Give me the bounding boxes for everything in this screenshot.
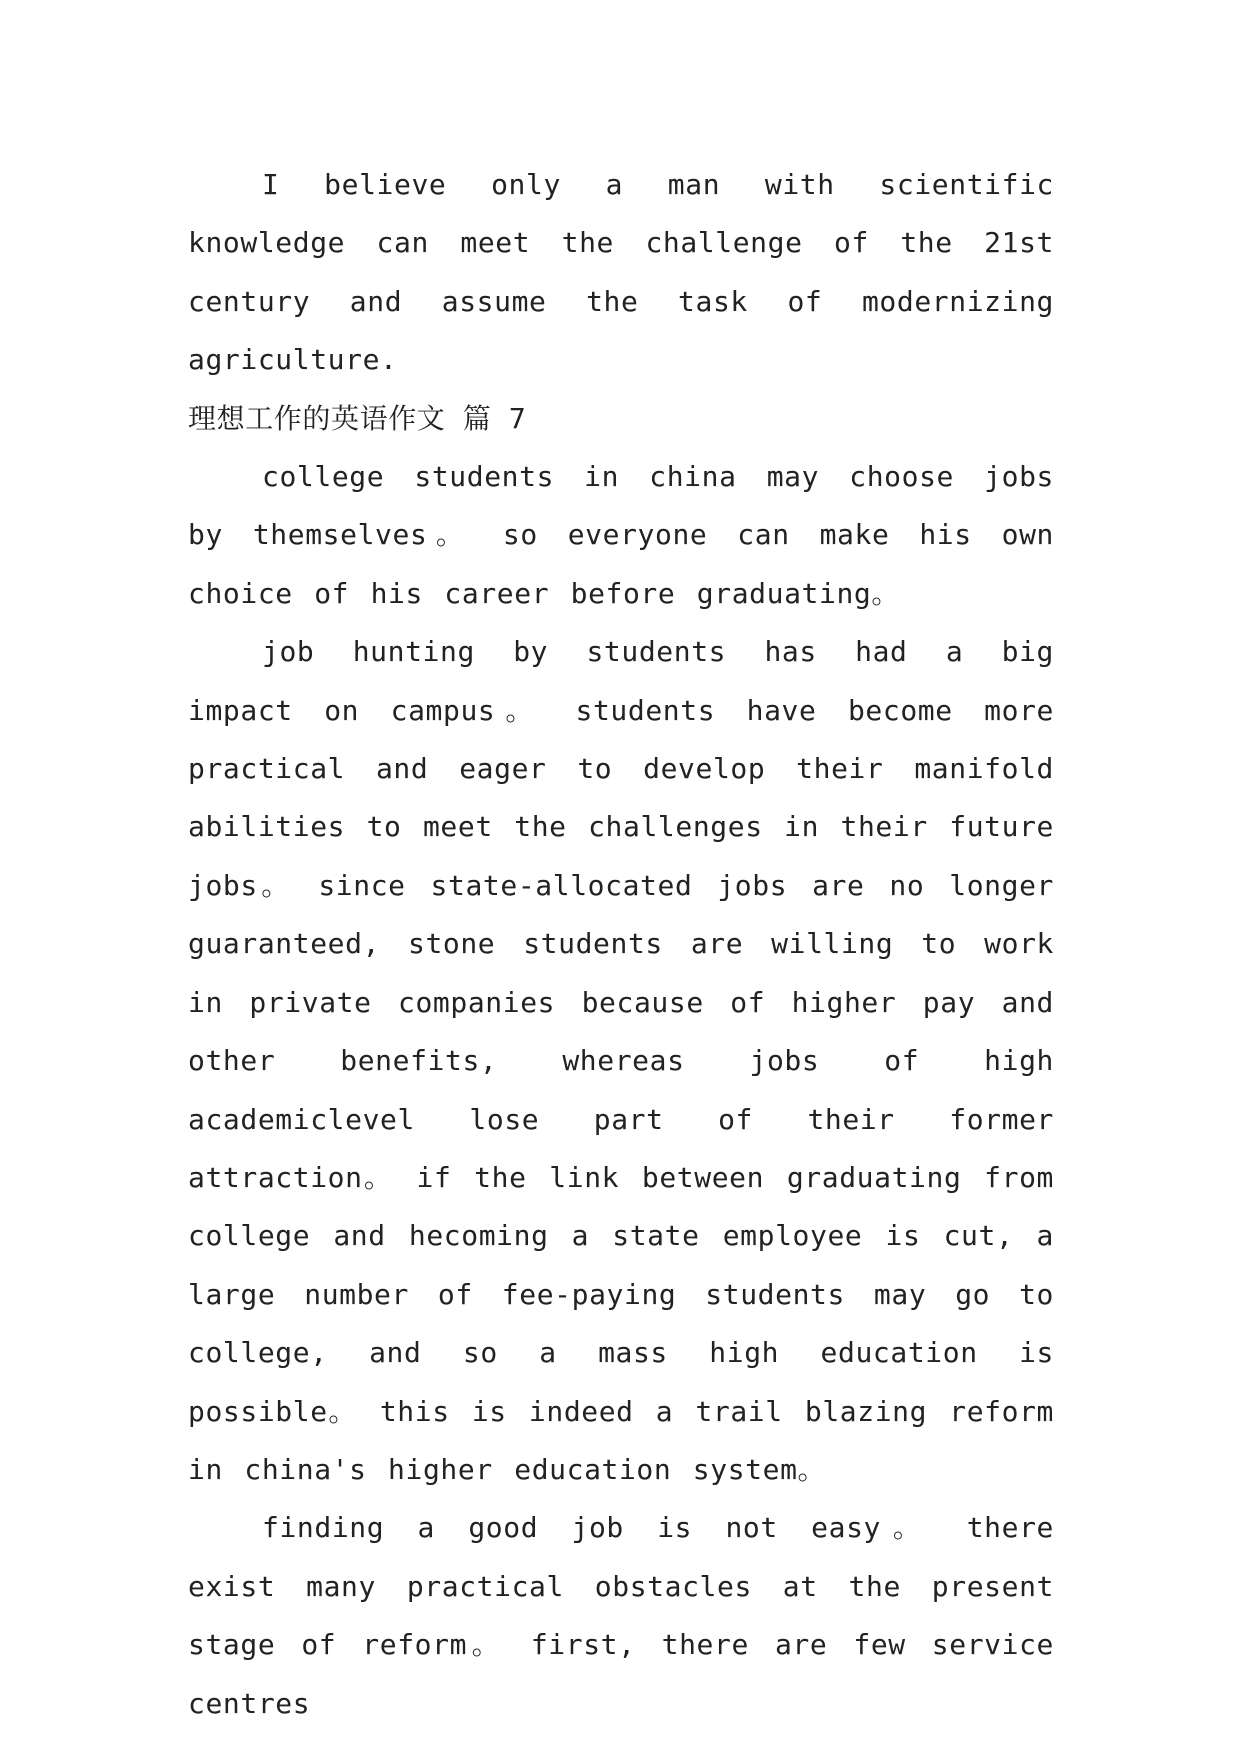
paragraph-job-hunting: job hunting by students has had a big impact on campus。 students have become more practical and eager to develop their manifold abilities to meet the challenges in their future jobs。 since state-allocated jobs are no longer guaranteed, stone students are willing to work in private companies because of higher pay and other benefits, whereas jobs of high academiclevel lose part of their former attraction。 if the link between graduating from college and hecoming a state employee is cut, a large number of fee-paying students may go to college, and so a mass high education is possible。 this is indeed a trail blazing reform in china's higher education system。 — [188, 635, 1054, 1486]
document-body — [188, 156, 1054, 1733]
paragraph-scientific-knowledge: I believe only a man with scientific knowledge can meet the challenge of the 21st century and assume the task of modernizing agriculture. — [188, 168, 1054, 377]
paragraph-choose-jobs: college students in china may choose jobs by themselves。 so everyone can make his own choice of his career before graduating。 — [188, 460, 1054, 610]
section-heading: 理想工作的英语作文 篇 7 — [188, 401, 527, 435]
paragraph-finding-job: finding a good job is not easy。 there exist many practical obstacles at the present stage of reform。 first, there are few service centres — [188, 1511, 1054, 1720]
